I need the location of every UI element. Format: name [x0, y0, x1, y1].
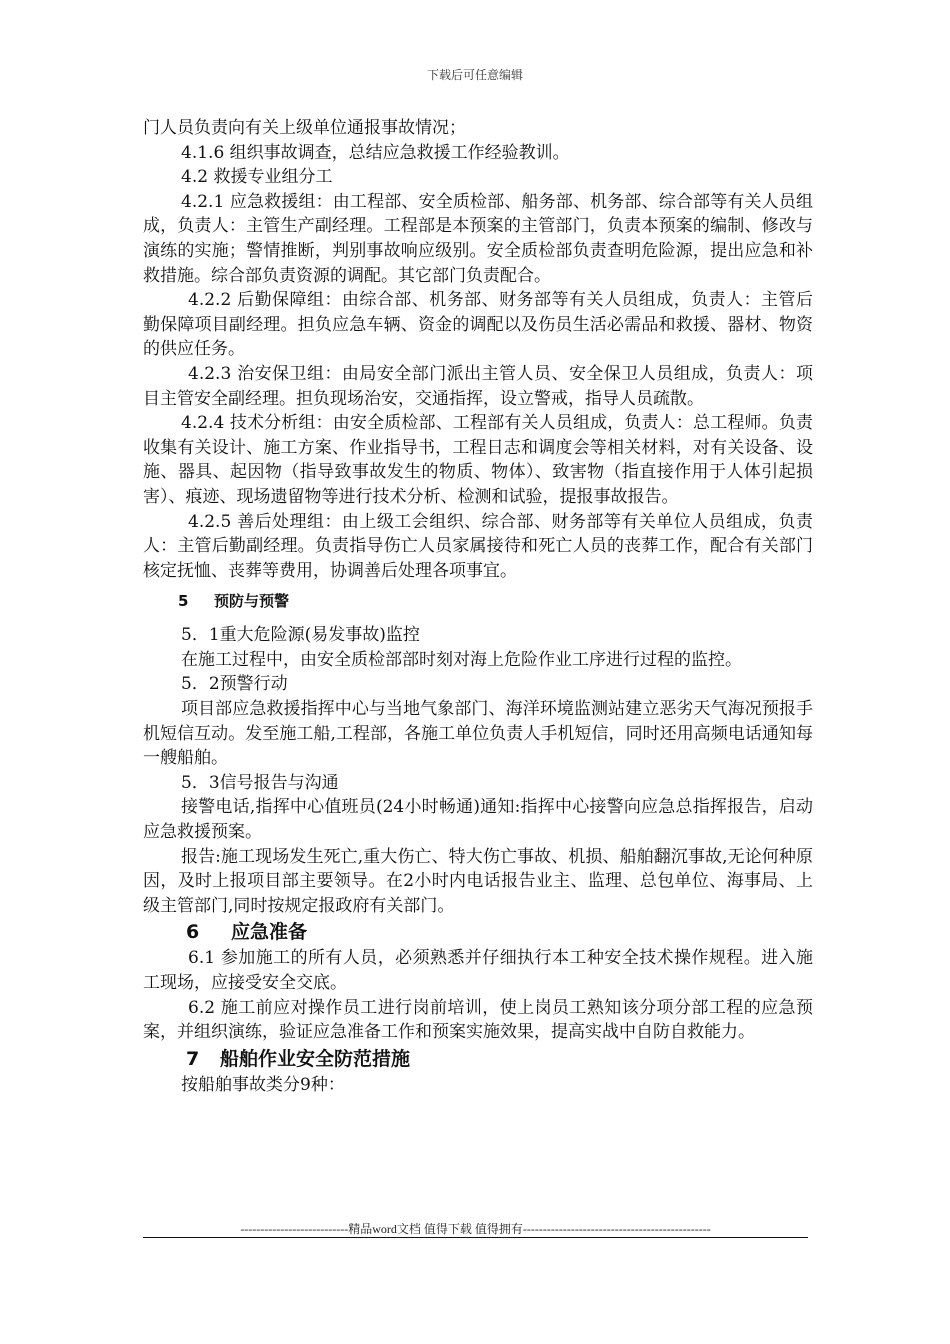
section-number: 6 [186, 921, 200, 944]
paragraph: 4.1.6 组织事故调查，总结应急救援工作经验教训。 [181, 142, 570, 163]
paragraph: 6.1 参加施工的所有人员，必须熟悉并仔细执行本工种安全技术操作规程。进入施工现场，应接受安全交底。 [143, 948, 813, 993]
paragraph: 按船舶事故类分9种： [181, 1074, 345, 1095]
paragraph: 4.2.3 治安保卫组：由局安全部门派出主管人员、安全保卫人员组成，负责人：项目主管安全副经理。担负现场治安，交通指挥，设立警戒，指导人员疏散。 [143, 363, 813, 409]
paragraph: 报告:施工现场发生死亡,重大伤亡、特大伤亡事故、机损、船舶翻沉事故,无论何种原因，及时上报项目部主要领导。在2小时内电话报告业主、监理、总包单位、海事局、上级主管部门,同时按规定报政府有关部门。 [143, 846, 813, 916]
section-heading-6 [143, 918, 813, 946]
page-footer: ---------------------------精品word文档 值得下载 值得拥有----------------------------------------------- [240, 1222, 711, 1236]
section-number: 5 [178, 592, 189, 611]
paragraph: 4.2.5 善后处理组：由上级工会组织、综合部、财务部等有关单位人员组成，负责人：主管后勤副经理。负责指导伤亡人员家属接待和死亡人员的丧葬工作，配合有关部门核定抚恤、丧葬等费用，协调善后处理各项事宜。 [143, 511, 813, 581]
paragraph: 门人员负责向有关上级单位通报事故情况； [143, 118, 466, 138]
paragraph: 在施工过程中，由安全质检部部时刻对海上危险作业工序进行过程的监控。 [181, 649, 742, 670]
section-title: 应急准备 [231, 921, 308, 944]
section-title: 预防与预警 [214, 592, 290, 611]
paragraph: 接警电话,指挥中心值班员(24小时畅通)通知:指挥中心接警向应急总指挥报告，启动应急救援预案。 [143, 797, 813, 843]
paragraph: 4.2.2 后勤保障组：由综合部、机务部、财务部等有关人员组成，负责人：主管后勤保障项目副经理。担负应急车辆、资金的调配以及伤员生活必需品和救援、器材、物资的供应任务。 [143, 290, 813, 360]
footer-rule [143, 1237, 808, 1238]
paragraph: 5．3信号报告与沟通 [181, 772, 339, 793]
paragraph: 4.2 救援专业组分工 [181, 167, 333, 188]
paragraph: 5．1重大危险源(易发事故)监控 [181, 625, 420, 646]
paragraph: 4.2.4 技术分析组：由安全质检部、工程部有关人员组成，负责人：总工程师。负责收集有关设计、施工方案、作业指导书，工程日志和调度会等相关材料，对有关设备、设施、器具、起因物（指导致事故发生的物质、物体）、致害物（指直接作用于人体引起损害）、痕迹、现场遗留物等进行技术分析、检测和试验，提报事故报告。 [143, 413, 813, 507]
page-header: 下载后可任意编辑 [426, 68, 523, 82]
paragraph: 项目部应急救援指挥中心与当地气象部门、海洋环境监测站建立恶劣天气海况预报手机短信互动。发至施工船,工程部，各施工单位负责人手机短信，同时还用高频电话通知每一艘船舶。 [143, 699, 813, 769]
section-heading-7 [143, 1045, 813, 1073]
paragraph: 5．2预警行动 [181, 674, 288, 695]
section-title: 船舶作业安全防范措施 [220, 1047, 411, 1070]
document-body [143, 116, 813, 1097]
section-heading-5 [143, 587, 813, 615]
section-number: 7 [186, 1047, 200, 1070]
paragraph: 4.2.1 应急救援组：由工程部、安全质检部、船务部、机务部、综合部等有关人员组成，负责人：主管生产副经理。工程部是本预案的主管部门，负责本预案的编制、修改与演练的实施；警情推断，判别事故响应级别。安全质检部负责查明危险源，提出应急和补救措施。综合部负责资源的调配。其它部门负责配合。 [143, 191, 813, 286]
paragraph: 6.2 施工前应对操作员工进行岗前培训，使上岗员工熟知该分项分部工程的应急预案，并组织演练，验证应急准备工作和预案实施效果，提高实战中自防自救能力。 [143, 997, 813, 1043]
